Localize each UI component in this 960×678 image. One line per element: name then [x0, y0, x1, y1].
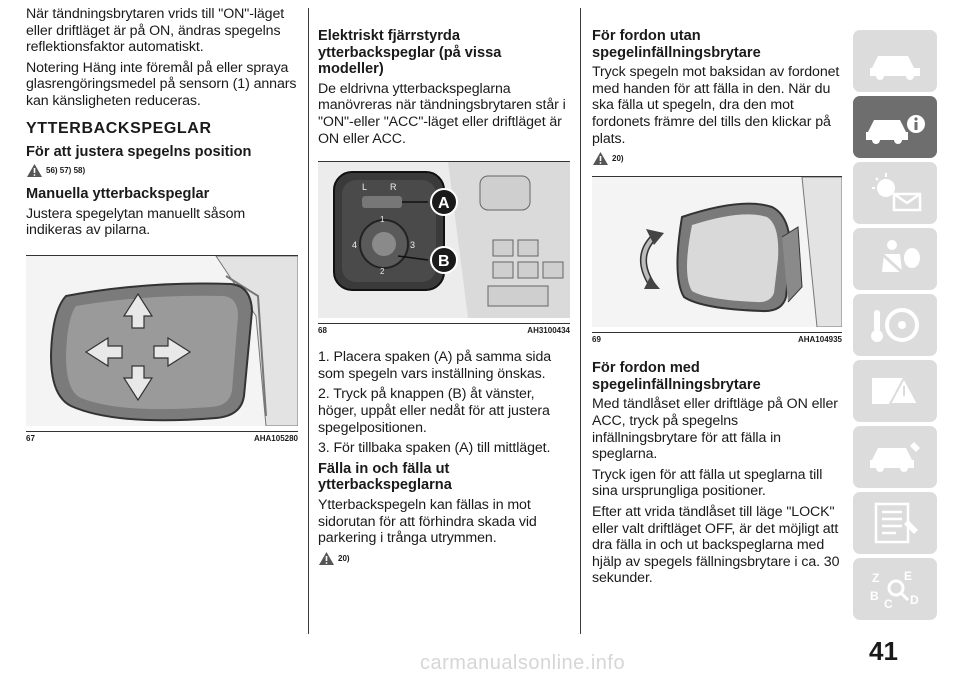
index-letter-c: C — [884, 597, 893, 611]
tab-index[interactable] — [853, 558, 937, 620]
figure-code: AHA105280 — [253, 433, 298, 443]
switch-dir-3: 3 — [410, 240, 416, 251]
section-heading-outside-mirrors: YTTERBACKSPEGLAR — [26, 119, 212, 137]
column-1 — [26, 6, 298, 443]
paragraph-auto-dimming: När tändningsbrytaren vrids till "ON"-läget eller driftläget är på ON, ändras spegelns reflektionsfaktor automatiskt. — [26, 6, 285, 56]
car-info-icon — [864, 104, 926, 150]
paragraph-manual-fold: Tryck spegeln mot baksidan av fordonet med handen för att fälla in den. När du ska fälla ut spegeln, dra den mot fordonets främre del tills den klickar på plats. — [592, 64, 840, 147]
chapter-tabs — [853, 30, 937, 624]
key-steering-icon — [864, 302, 926, 348]
heading-with-switch: För fordon med spegelinfällningsbrytare — [592, 360, 761, 393]
figure-68-caption — [318, 324, 570, 335]
page-number: 41 — [869, 636, 898, 666]
heading-without-switch: För fordon utan spegelinfällningsbrytare — [592, 28, 761, 61]
heading-fold-mirrors: Fälla in och fälla ut ytterbackspeglarna — [318, 460, 452, 494]
warning-ref-text: 20) — [338, 553, 350, 563]
tab-dashboard[interactable] — [853, 30, 937, 92]
figure-number: 67 — [26, 433, 35, 443]
figure-69 — [592, 176, 842, 333]
switch-label-r: R — [390, 182, 397, 193]
tab-maintenance[interactable] — [853, 426, 937, 488]
specifications-list-icon — [864, 500, 926, 546]
tab-lights-messages[interactable] — [853, 162, 937, 224]
step-1: 1. Placera spaken (A) på samma sida som spegeln vars inställning önskas. — [318, 349, 552, 382]
warning-triangle-icon — [864, 368, 926, 414]
column-divider-1 — [308, 8, 309, 634]
paragraph-switch-unfold: Tryck igen för att fälla ut speglarna till sina ursprungliga positioner. — [592, 466, 823, 500]
step-3: 3. För tillbaka spaken (A) till mittläget. — [318, 440, 551, 457]
lights-message-icon — [864, 170, 926, 216]
column-2 — [318, 24, 570, 574]
switch-dir-4: 4 — [352, 240, 358, 251]
column-3 — [592, 24, 842, 591]
paragraph-electric-operation: De eldrivna ytterbackspeglarna manövreras när tändningsbrytaren står i "ON"-eller "ACC"-läget eller driftläget är ON eller ACC. — [318, 80, 566, 147]
switch-dir-2: 2 — [380, 267, 385, 277]
figure-68 — [318, 161, 570, 324]
warning-ref-text: 20) — [612, 154, 624, 164]
warning-hand-icon — [26, 163, 43, 178]
warning-refs-text: 56) 57) 58) — [46, 166, 86, 176]
paragraph-fold: Ytterbackspegeln kan fällas in mot sidorutan för att förhindra skada vid parkering i trånga utrymmen. — [318, 496, 537, 547]
paragraph-switch-after-off: Efter att vrida tändlåset till läge "LOCK" eller valt driftläget OFF, är det möjligt att dra fälla in och ut backspeglarna med hjälp av spegels fällningsbrytare i ca. 30 sekunder. — [592, 503, 840, 587]
tab-emergency[interactable] — [853, 360, 937, 422]
car-dashboard-icon — [864, 38, 926, 84]
airbag-seatbelt-icon — [864, 236, 926, 282]
folding-mirror-illustration — [592, 177, 842, 327]
index-letter-e: E — [904, 569, 913, 583]
step-2: 2. Tryck på knappen (B) åt vänster, höger, uppåt eller nedåt för att justera spegelpositionen. — [318, 386, 550, 436]
callout-a: A — [438, 195, 450, 213]
figure-code: AHA104935 — [797, 335, 842, 345]
figure-67-caption — [26, 432, 298, 443]
callout-b: B — [438, 253, 450, 271]
index-az-icon — [864, 566, 926, 612]
figure-code: AH3100434 — [527, 326, 570, 336]
warning-hand-icon — [318, 551, 335, 566]
tab-safety[interactable] — [853, 228, 937, 290]
paragraph-manual-adjust: Justera spegelytan manuellt såsom indikeras av pilarna. — [26, 205, 246, 239]
warning-reference — [592, 151, 842, 166]
heading-manual-mirrors: Manuella ytterbackspeglar — [26, 186, 210, 203]
manual-mirror-illustration — [26, 256, 298, 426]
paragraph-note-sensor: Notering Häng inte föremål på eller spraya glasrengöringsmedel på sensorn (1) annars kan känsligheten reduceras. — [26, 59, 297, 109]
tab-specifications[interactable] — [853, 492, 937, 554]
figure-67 — [26, 255, 298, 432]
switch-dir-1: 1 — [380, 215, 385, 225]
watermark: carmanualsonline.info — [420, 652, 626, 674]
figure-number: 68 — [318, 326, 327, 336]
warning-reference — [318, 551, 570, 566]
index-letter-b: B — [870, 589, 879, 603]
column-divider-2 — [580, 8, 581, 634]
figure-69-caption — [592, 333, 842, 344]
heading-electric-mirrors: Elektriskt fjärrstyrda ytterbackspeglar (på vissa modeller) — [318, 28, 502, 78]
tab-car-info[interactable] — [853, 96, 937, 158]
warning-hand-icon — [592, 151, 609, 166]
warning-reference — [26, 163, 298, 178]
heading-adjust-position: För att justera spegelns position — [26, 143, 252, 160]
figure-number: 69 — [592, 335, 601, 345]
index-letter-d: D — [910, 593, 919, 607]
mirror-switch-illustration — [318, 162, 570, 318]
tab-starting-driving[interactable] — [853, 294, 937, 356]
car-service-icon — [864, 434, 926, 480]
switch-label-l: L — [362, 182, 368, 193]
paragraph-switch-fold: Med tändlåset eller driftläge på ON eller ACC, tryck på spegelns infällningsbrytare för att fälla in speglarna. — [592, 396, 838, 463]
index-letter-z: Z — [872, 571, 880, 585]
